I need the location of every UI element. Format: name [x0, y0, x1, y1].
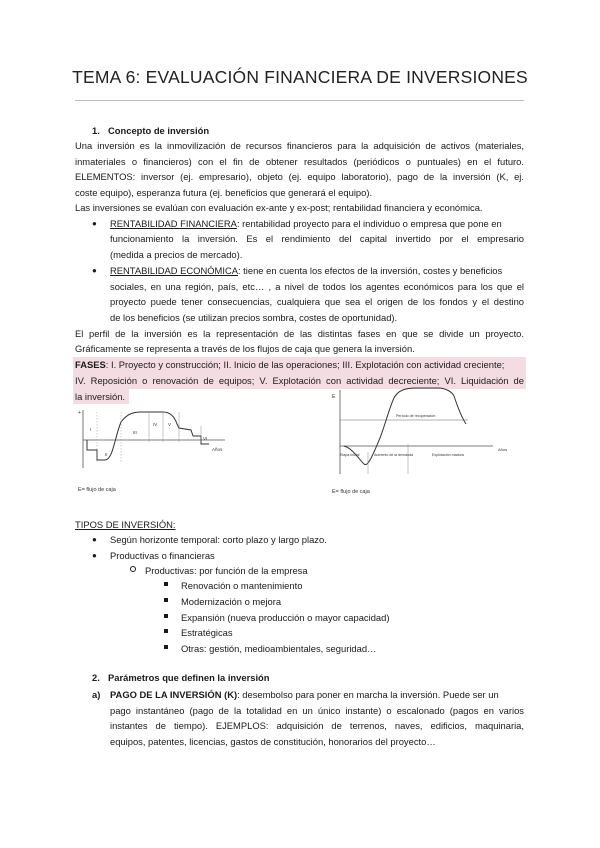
fases-text: : I. Proyecto y construcción; II. Inicio de las operaciones; III. Explotación con actividad creciente; — [105, 359, 505, 370]
pk-line: instantes de tiempo). EJEMPLOS: adquisición de terrenos, naves, edificios, maquinaria, — [110, 720, 524, 731]
bullet-line: proyecto puede tener consecuencias, cualquiera que sea el origen de los fondos y el destino — [110, 296, 524, 307]
title-rule — [75, 100, 524, 101]
tipos-heading: TIPOS DE INVERSIÓN: — [75, 519, 176, 530]
tipos-subitem: Productivas: por función de la empresa — [145, 565, 308, 576]
bullet-line: funcionamiento la inversión. Es el rendimiento del capital invertido por el empresario — [110, 233, 524, 244]
axis-label-years: Años — [498, 447, 508, 452]
phase-label-i: I — [90, 427, 92, 432]
tipos-subsubitem: Expansión (nueva producción o mayor capacidad) — [181, 612, 390, 623]
section-2-heading: Parámetros que definen la inversión — [108, 672, 270, 683]
bullet-dot: ● — [92, 535, 97, 544]
bullet-square — [164, 614, 168, 618]
bullet-dot: ● — [92, 266, 97, 275]
pk-line: equipos, patentes, licencias, gastos de constitución, honorarios del proyecto… — [110, 736, 436, 747]
pk-line — [110, 688, 524, 701]
bullet-dot: ● — [92, 219, 97, 228]
paragraph-line: ELEMENTOS: inversor (ej. empresario), objeto (ej. equipo laboratorio), pago de la inversión (K, ej. — [75, 171, 524, 182]
section-1-heading: Concepto de inversión — [108, 125, 210, 136]
pk-text: : desembolso para poner en marcha la inversión. Puede ser un — [237, 689, 499, 700]
bullet-item-re — [110, 264, 524, 277]
bullet-item-rf — [110, 217, 524, 230]
paragraph-line: El perfil de la inversión es la representación de las distintas fases en que se divide un proyecto. — [75, 328, 524, 339]
bullet-square — [164, 629, 168, 633]
fases-line: IV. Reposición o renovación de equipos; V. Explotación con actividad decreciente; VI. Liquidación de — [75, 375, 524, 386]
bullet-dot: ● — [92, 551, 97, 560]
bullet-square — [164, 645, 168, 649]
re-text: : tiene en cuenta los efectos de la inversión, costes y beneficios — [237, 265, 503, 276]
axis-label-years: Años — [212, 447, 223, 452]
tipos-item: Productivas o financieras — [110, 550, 215, 561]
chart-caption: E= flujo de caja — [332, 489, 370, 495]
fases-line: la inversión. — [75, 391, 126, 402]
phase-label-vi: VI — [203, 436, 208, 441]
phase-label-v: V — [168, 422, 172, 427]
stage-label-initial: Etapa inicial — [340, 453, 360, 457]
rf-label: RENTABILIDAD FINANCIERA — [110, 218, 237, 229]
re-label: RENTABILIDAD ECONÓMICA — [110, 265, 238, 276]
bullet-square — [164, 598, 168, 602]
phase-label-iii: III — [133, 430, 137, 435]
tipos-subsubitem: Modernización o mejora — [181, 596, 282, 607]
stage-label-mature: Explotación madura — [432, 453, 464, 457]
paragraph-line: inmateriales o financieros) con el fin de obtener resultados (periódicos o puntuales) en el futuro. — [75, 156, 524, 167]
axis-label-plus: + — [78, 410, 81, 416]
phase-label-ii: II — [105, 452, 108, 457]
bullet-circle — [130, 566, 136, 572]
tipos-subsubitem: Otras: gestión, medioambientales, seguridad… — [181, 643, 377, 654]
cash-flow-phases-chart — [328, 378, 528, 498]
chart-caption: E= flujo de caja — [78, 487, 116, 493]
axis-label-e: E — [332, 394, 336, 400]
paragraph-line: Una inversión es la inmovilización de recursos financieros para la adquisición de activos (materiales, — [75, 140, 524, 151]
paragraph-line: coste equipo), esperanza futura (ej. beneficios que generará el equipo). — [75, 187, 373, 198]
bullet-line: sociales, en una región, país, etc… , a nivel de todos los agentes económicos para los que el — [110, 281, 524, 292]
tipos-subsubitem: Renovación o mantenimiento — [181, 580, 303, 591]
bullet-line: (medida a precios de mercado). — [110, 249, 243, 260]
bullet-square — [164, 582, 168, 586]
phase-label-iv: IV — [153, 422, 158, 427]
pk-label: PAGO DE LA INVERSIÓN (K) — [110, 689, 238, 700]
fases-label: FASES — [75, 359, 106, 370]
list-letter-a: a) — [92, 689, 101, 700]
payback-label: Período de recuperación — [396, 414, 436, 418]
fases-line — [75, 358, 524, 371]
tipos-item: Según horizonte temporal: corto plazo y largo plazo. — [110, 534, 327, 545]
paragraph-line: Gráficamente se representa a través de los flujos de caja que genera la inversión. — [75, 343, 415, 354]
stage-label-growth: Aumento de la demanda — [374, 453, 414, 457]
section-1-number: 1. — [92, 125, 100, 136]
section-2-number: 2. — [92, 672, 100, 683]
paragraph-line: Las inversiones se evalúan con evaluación ex-ante y ex-post; rentabilidad financiera y económica. — [75, 202, 483, 213]
pk-line: pago instantáneo (pago de la totalidad en un único instante) o escalonado (pagos en varios — [110, 705, 524, 716]
tipos-subsubitem: Estratégicas — [181, 627, 233, 638]
investment-profile-chart — [75, 406, 245, 498]
rf-text: : rentabilidad proyecto para el individuo o empresa que pone en — [236, 218, 502, 229]
bullet-line: de los beneficios (se utilizan precios sombra, costes de oportunidad). — [110, 312, 398, 323]
page-title: TEMA 6: EVALUACIÓN FINANCIERA DE INVERSIONES — [72, 67, 528, 87]
